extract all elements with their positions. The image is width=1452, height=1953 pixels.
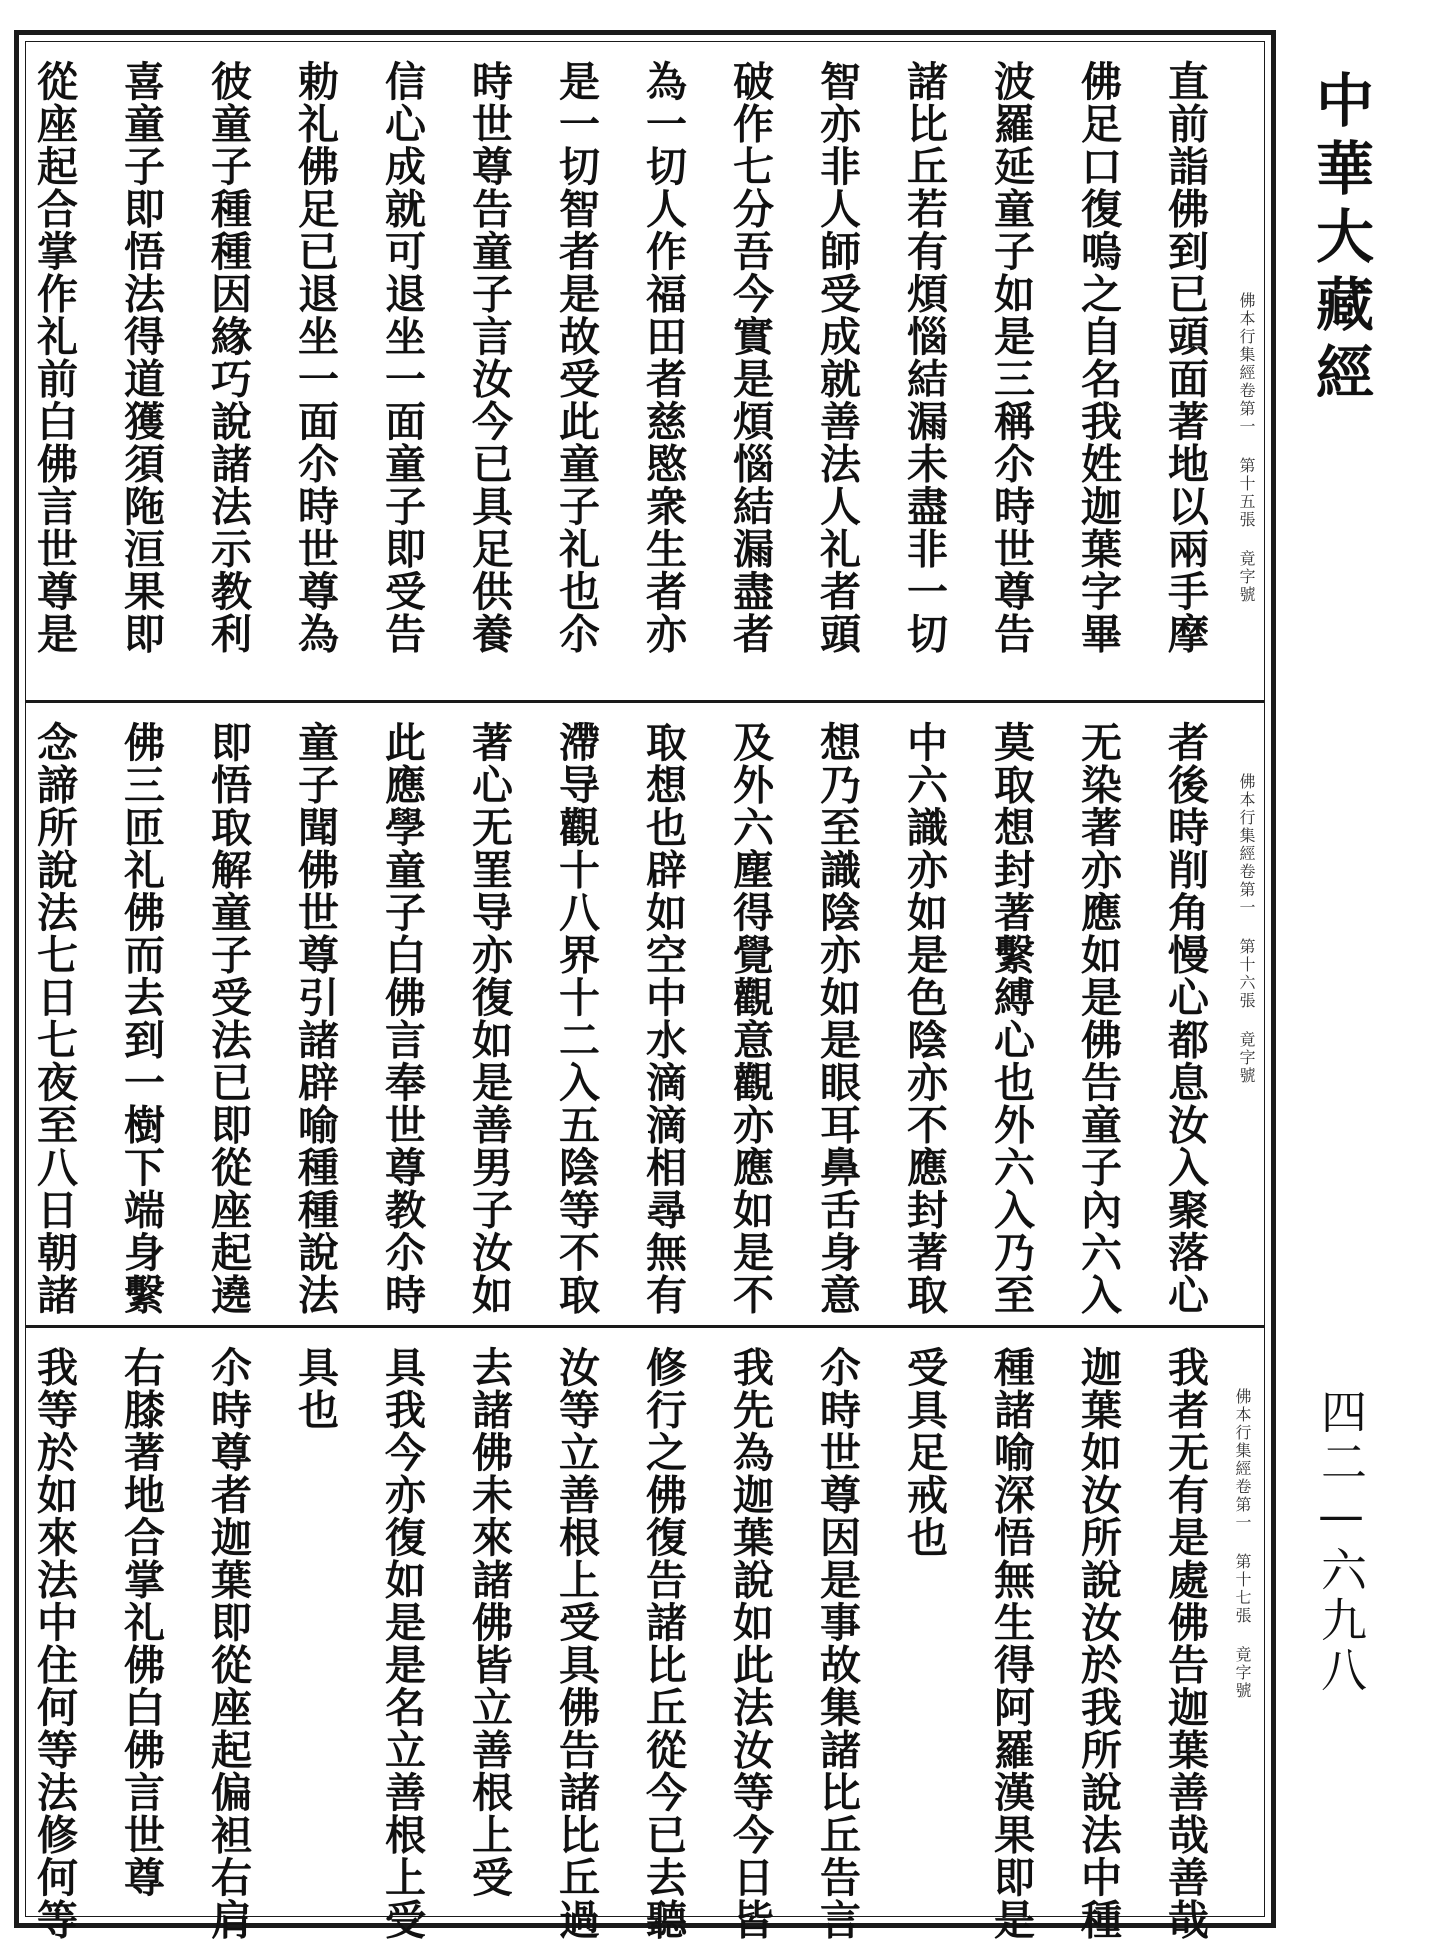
text-column: 中六識亦如是色陰亦不應封著取 xyxy=(900,721,948,1316)
text-column: 我者无有是處佛告迦葉善哉善哉 xyxy=(1161,1346,1209,1941)
text-column xyxy=(0,1346,10,1904)
text-column: 直前詣佛到已頭面著地以兩手摩 xyxy=(1161,60,1209,655)
text-column: 信心成就可退坐一面童子即受告 xyxy=(378,60,426,655)
text-panel-top xyxy=(26,42,1264,703)
text-column: 為一切人作福田者慈愍衆生者亦 xyxy=(639,60,687,655)
text-panel-middle xyxy=(26,703,1264,1328)
text-column: 受具足戒也 xyxy=(900,1346,948,1559)
text-column: 莫取想封著繫縛心也外六入乃至 xyxy=(987,721,1035,1316)
text-column: 我等於如來法中住何等法修何等 xyxy=(30,1346,78,1941)
text-column: 勅礼佛足已退坐一面尒時世尊為 xyxy=(291,60,339,655)
text-column: 破作七分吾今實是煩惱結漏盡者 xyxy=(726,60,774,655)
text-column xyxy=(0,60,10,688)
margin-note: 佛本行集經卷第一 第十六張 竟字號 xyxy=(1237,773,1256,1085)
text-column: 波羅延童子如是三稱尒時世尊告 xyxy=(987,60,1035,655)
text-column xyxy=(0,721,10,1313)
text-column: 諸比丘若有煩惱結漏未盡非一切 xyxy=(900,60,948,655)
text-column: 從座起合掌作礼前白佛言世尊是 xyxy=(30,60,78,655)
text-column: 念諦所說法七日七夜至八日朝諸 xyxy=(30,721,78,1316)
margin-note: 佛本行集經卷第一 第十五張 竟字號 xyxy=(1237,292,1256,604)
text-column: 童子聞佛世尊引諸辟喻種種說法 xyxy=(291,721,339,1316)
text-column: 智亦非人師受成就善法人礼者頭 xyxy=(813,60,861,655)
text-column: 及外六塵得覺觀意觀亦應如是不 xyxy=(726,721,774,1316)
text-column: 著心无罣导亦復如是善男子汝如 xyxy=(465,721,513,1316)
frame-inner-border xyxy=(25,41,1265,1941)
margin-note: 佛本行集經卷第一 第十七張 竟字號 xyxy=(1233,1388,1252,1700)
text-column: 取想也辟如空中水滴滴相尋無有 xyxy=(639,721,687,1316)
collection-title: 中華大藏經 xyxy=(1306,70,1374,410)
text-column: 我先為迦葉說如此法汝等今日皆 xyxy=(726,1346,774,1941)
text-column: 汝等立善根上受具佛告諸比丘過 xyxy=(552,1346,600,1941)
text-column: 佛足口復嗚之自名我姓迦葉字畢 xyxy=(1074,60,1122,655)
text-column: 種諸喻深悟無生得阿羅漢果即是 xyxy=(987,1346,1035,1941)
text-column: 喜童子即悟法得道獲須陁洹果即 xyxy=(117,60,165,655)
text-column: 者後時削角慢心都息汝入聚落心 xyxy=(1161,721,1209,1316)
text-column: 佛三匝礼佛而去到一樹下端身繫 xyxy=(117,721,165,1316)
text-panel-bottom xyxy=(26,1328,1264,1941)
page-number: 四二—六九八 xyxy=(1314,1388,1368,1696)
text-column: 即悟取解童子受法已即從座起遶 xyxy=(204,721,252,1316)
column-group xyxy=(30,721,1228,1316)
text-column: 滯导觀十八界十二入五陰等不取 xyxy=(552,721,600,1316)
page-frame xyxy=(14,30,1276,1941)
text-column: 尒時世尊因是事故集諸比丘告言 xyxy=(813,1346,861,1941)
text-column: 迦葉如汝所說汝於我所說法中種 xyxy=(1074,1346,1122,1941)
text-column: 想乃至識陰亦如是眼耳鼻舌身意 xyxy=(813,721,861,1316)
text-column: 是一切智者是故受此童子礼也尒 xyxy=(552,60,600,655)
text-column: 具也 xyxy=(291,1346,339,1431)
text-column: 尒時尊者迦葉即從座起偏袒右肩 xyxy=(204,1346,252,1941)
column-group xyxy=(30,60,1228,688)
text-column: 具我今亦復如是是名立善根上受 xyxy=(378,1346,426,1941)
text-column: 去諸佛未來諸佛皆立善根上受 xyxy=(465,1346,513,1899)
text-column: 此應學童子白佛言奉世尊教尒時 xyxy=(378,721,426,1316)
column-group xyxy=(30,1346,1228,1941)
text-column: 无染著亦應如是佛告童子內六入 xyxy=(1074,721,1122,1316)
text-column: 彼童子種種因緣巧說諸法示教利 xyxy=(204,60,252,655)
text-column: 修行之佛復告諸比丘從今已去聽 xyxy=(639,1346,687,1941)
text-column: 時世尊告童子言汝今已具足供養 xyxy=(465,60,513,655)
text-column: 右膝著地合掌礼佛白佛言世尊 xyxy=(117,1346,165,1899)
